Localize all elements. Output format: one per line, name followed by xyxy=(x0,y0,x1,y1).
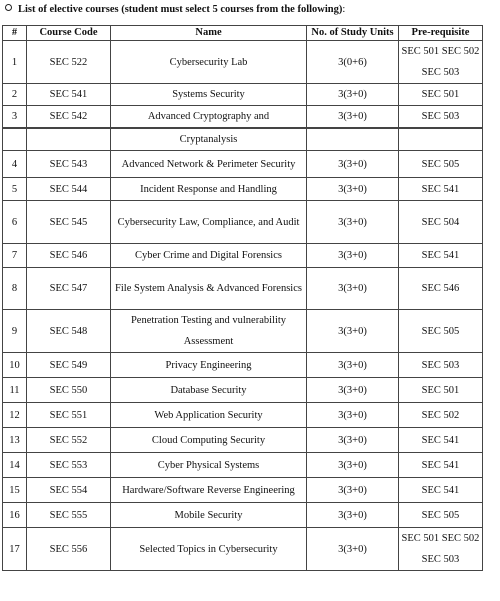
study-units: 3(3+0) xyxy=(307,151,399,178)
row-number: 4 xyxy=(3,151,27,178)
study-units: 3(3+0) xyxy=(307,503,399,528)
table-row xyxy=(3,503,483,528)
bullet-circle-icon xyxy=(5,4,12,11)
section-heading xyxy=(5,4,345,15)
study-units: 3(3+0) xyxy=(307,178,399,201)
course-code: SEC 542 xyxy=(27,106,111,128)
course-code: SEC 548 xyxy=(27,310,111,353)
table-row xyxy=(3,178,483,201)
table-row xyxy=(3,428,483,453)
course-code: SEC 551 xyxy=(27,403,111,428)
table-row xyxy=(3,151,483,178)
col-header-name: Name xyxy=(111,26,307,41)
course-code: SEC 522 xyxy=(27,41,111,84)
course-code: SEC 547 xyxy=(27,268,111,310)
row-number: 8 xyxy=(3,268,27,310)
row-number: 11 xyxy=(3,378,27,403)
course-code: SEC 544 xyxy=(27,178,111,201)
course-code: SEC 541 xyxy=(27,84,111,106)
course-code: SEC 554 xyxy=(27,478,111,503)
col-header-prerequisite: Pre-requisite xyxy=(399,26,483,41)
row-number: 15 xyxy=(3,478,27,503)
row-number: 7 xyxy=(3,244,27,268)
col-header-course-code: Course Code xyxy=(27,26,111,41)
prerequisite: SEC 505 xyxy=(399,503,483,528)
study-units: 3(3+0) xyxy=(307,478,399,503)
study-units: 3(3+0) xyxy=(307,310,399,353)
row-number: 1 xyxy=(3,41,27,84)
row-number: 14 xyxy=(3,453,27,478)
course-code: SEC 555 xyxy=(27,503,111,528)
continuation-empty xyxy=(307,129,399,151)
course-name: Systems Security xyxy=(111,84,307,106)
table-row xyxy=(3,453,483,478)
row-number: 17 xyxy=(3,528,27,571)
row-number: 2 xyxy=(3,84,27,106)
continuation-empty xyxy=(399,129,483,151)
prerequisite: SEC 541 xyxy=(399,428,483,453)
prerequisite: SEC 541 xyxy=(399,178,483,201)
row-number: 16 xyxy=(3,503,27,528)
col-header-study-units: No. of Study Units xyxy=(307,26,399,41)
prerequisite: SEC 501 SEC 502 SEC 503 xyxy=(399,41,483,84)
table-row xyxy=(3,201,483,244)
row-number: 13 xyxy=(3,428,27,453)
continuation-name: Cryptanalysis xyxy=(111,129,307,151)
table-row xyxy=(3,478,483,503)
study-units: 3(3+0) xyxy=(307,403,399,428)
table-row xyxy=(3,378,483,403)
prerequisite: SEC 501 SEC 502 SEC 503 xyxy=(399,528,483,571)
study-units: 3(3+0) xyxy=(307,84,399,106)
table-row xyxy=(3,244,483,268)
course-code: SEC 545 xyxy=(27,201,111,244)
table-row xyxy=(3,353,483,378)
electives-table-part2 xyxy=(2,128,483,571)
study-units: 3(3+0) xyxy=(307,528,399,571)
course-name: Selected Topics in Cybersecurity xyxy=(111,528,307,571)
course-name: Advanced Network & Perimeter Security xyxy=(111,151,307,178)
table-row xyxy=(3,528,483,571)
prerequisite: SEC 541 xyxy=(399,453,483,478)
prerequisite: SEC 505 xyxy=(399,310,483,353)
continuation-empty xyxy=(27,129,111,151)
course-name: Web Application Security xyxy=(111,403,307,428)
row-number: 3 xyxy=(3,106,27,128)
course-name: File System Analysis & Advanced Forensics xyxy=(111,268,307,310)
course-name: Cybersecurity Law, Compliance, and Audit xyxy=(111,201,307,244)
table-row xyxy=(3,403,483,428)
prerequisite: SEC 546 xyxy=(399,268,483,310)
table-row xyxy=(3,84,483,106)
table-row xyxy=(3,41,483,84)
study-units: 3(3+0) xyxy=(307,244,399,268)
course-name: Mobile Security xyxy=(111,503,307,528)
course-code: SEC 556 xyxy=(27,528,111,571)
table-row xyxy=(3,106,483,128)
prerequisite: SEC 505 xyxy=(399,151,483,178)
study-units: 3(3+0) xyxy=(307,453,399,478)
course-code: SEC 549 xyxy=(27,353,111,378)
study-units: 3(3+0) xyxy=(307,268,399,310)
row-number: 6 xyxy=(3,201,27,244)
study-units: 3(0+6) xyxy=(307,41,399,84)
study-units: 3(3+0) xyxy=(307,106,399,128)
course-name: Database Security xyxy=(111,378,307,403)
table-row xyxy=(3,310,483,353)
course-name: Cloud Computing Security xyxy=(111,428,307,453)
row-number: 12 xyxy=(3,403,27,428)
course-code: SEC 550 xyxy=(27,378,111,403)
prerequisite: SEC 503 xyxy=(399,353,483,378)
electives-table-part1 xyxy=(2,25,483,128)
continuation-row xyxy=(3,129,483,151)
col-header-number: # xyxy=(3,26,27,41)
heading-text: List of elective courses (student must select 5 courses from the following) xyxy=(18,4,343,15)
table-row xyxy=(3,268,483,310)
study-units: 3(3+0) xyxy=(307,428,399,453)
study-units: 3(3+0) xyxy=(307,201,399,244)
row-number: 10 xyxy=(3,353,27,378)
course-code: SEC 543 xyxy=(27,151,111,178)
prerequisite: SEC 501 xyxy=(399,378,483,403)
study-units: 3(3+0) xyxy=(307,378,399,403)
prerequisite: SEC 541 xyxy=(399,244,483,268)
prerequisite: SEC 504 xyxy=(399,201,483,244)
row-number: 9 xyxy=(3,310,27,353)
prerequisite: SEC 501 xyxy=(399,84,483,106)
prerequisite: SEC 541 xyxy=(399,478,483,503)
study-units: 3(3+0) xyxy=(307,353,399,378)
course-name: Hardware/Software Reverse Engineering xyxy=(111,478,307,503)
course-code: SEC 546 xyxy=(27,244,111,268)
heading-colon: : xyxy=(342,4,346,15)
prerequisite: SEC 503 xyxy=(399,106,483,128)
course-name: Cybersecurity Lab xyxy=(111,41,307,84)
course-code: SEC 552 xyxy=(27,428,111,453)
row-number: 5 xyxy=(3,178,27,201)
course-name: Incident Response and Handling xyxy=(111,178,307,201)
course-name: Cyber Crime and Digital Forensics xyxy=(111,244,307,268)
continuation-empty xyxy=(3,129,27,151)
course-name: Privacy Engineering xyxy=(111,353,307,378)
course-name: Advanced Cryptography and xyxy=(111,106,307,128)
course-code: SEC 553 xyxy=(27,453,111,478)
table-header-row xyxy=(3,26,483,41)
prerequisite: SEC 502 xyxy=(399,403,483,428)
course-name: Cyber Physical Systems xyxy=(111,453,307,478)
course-name: Penetration Testing and vulnerability Assessment xyxy=(111,310,307,353)
